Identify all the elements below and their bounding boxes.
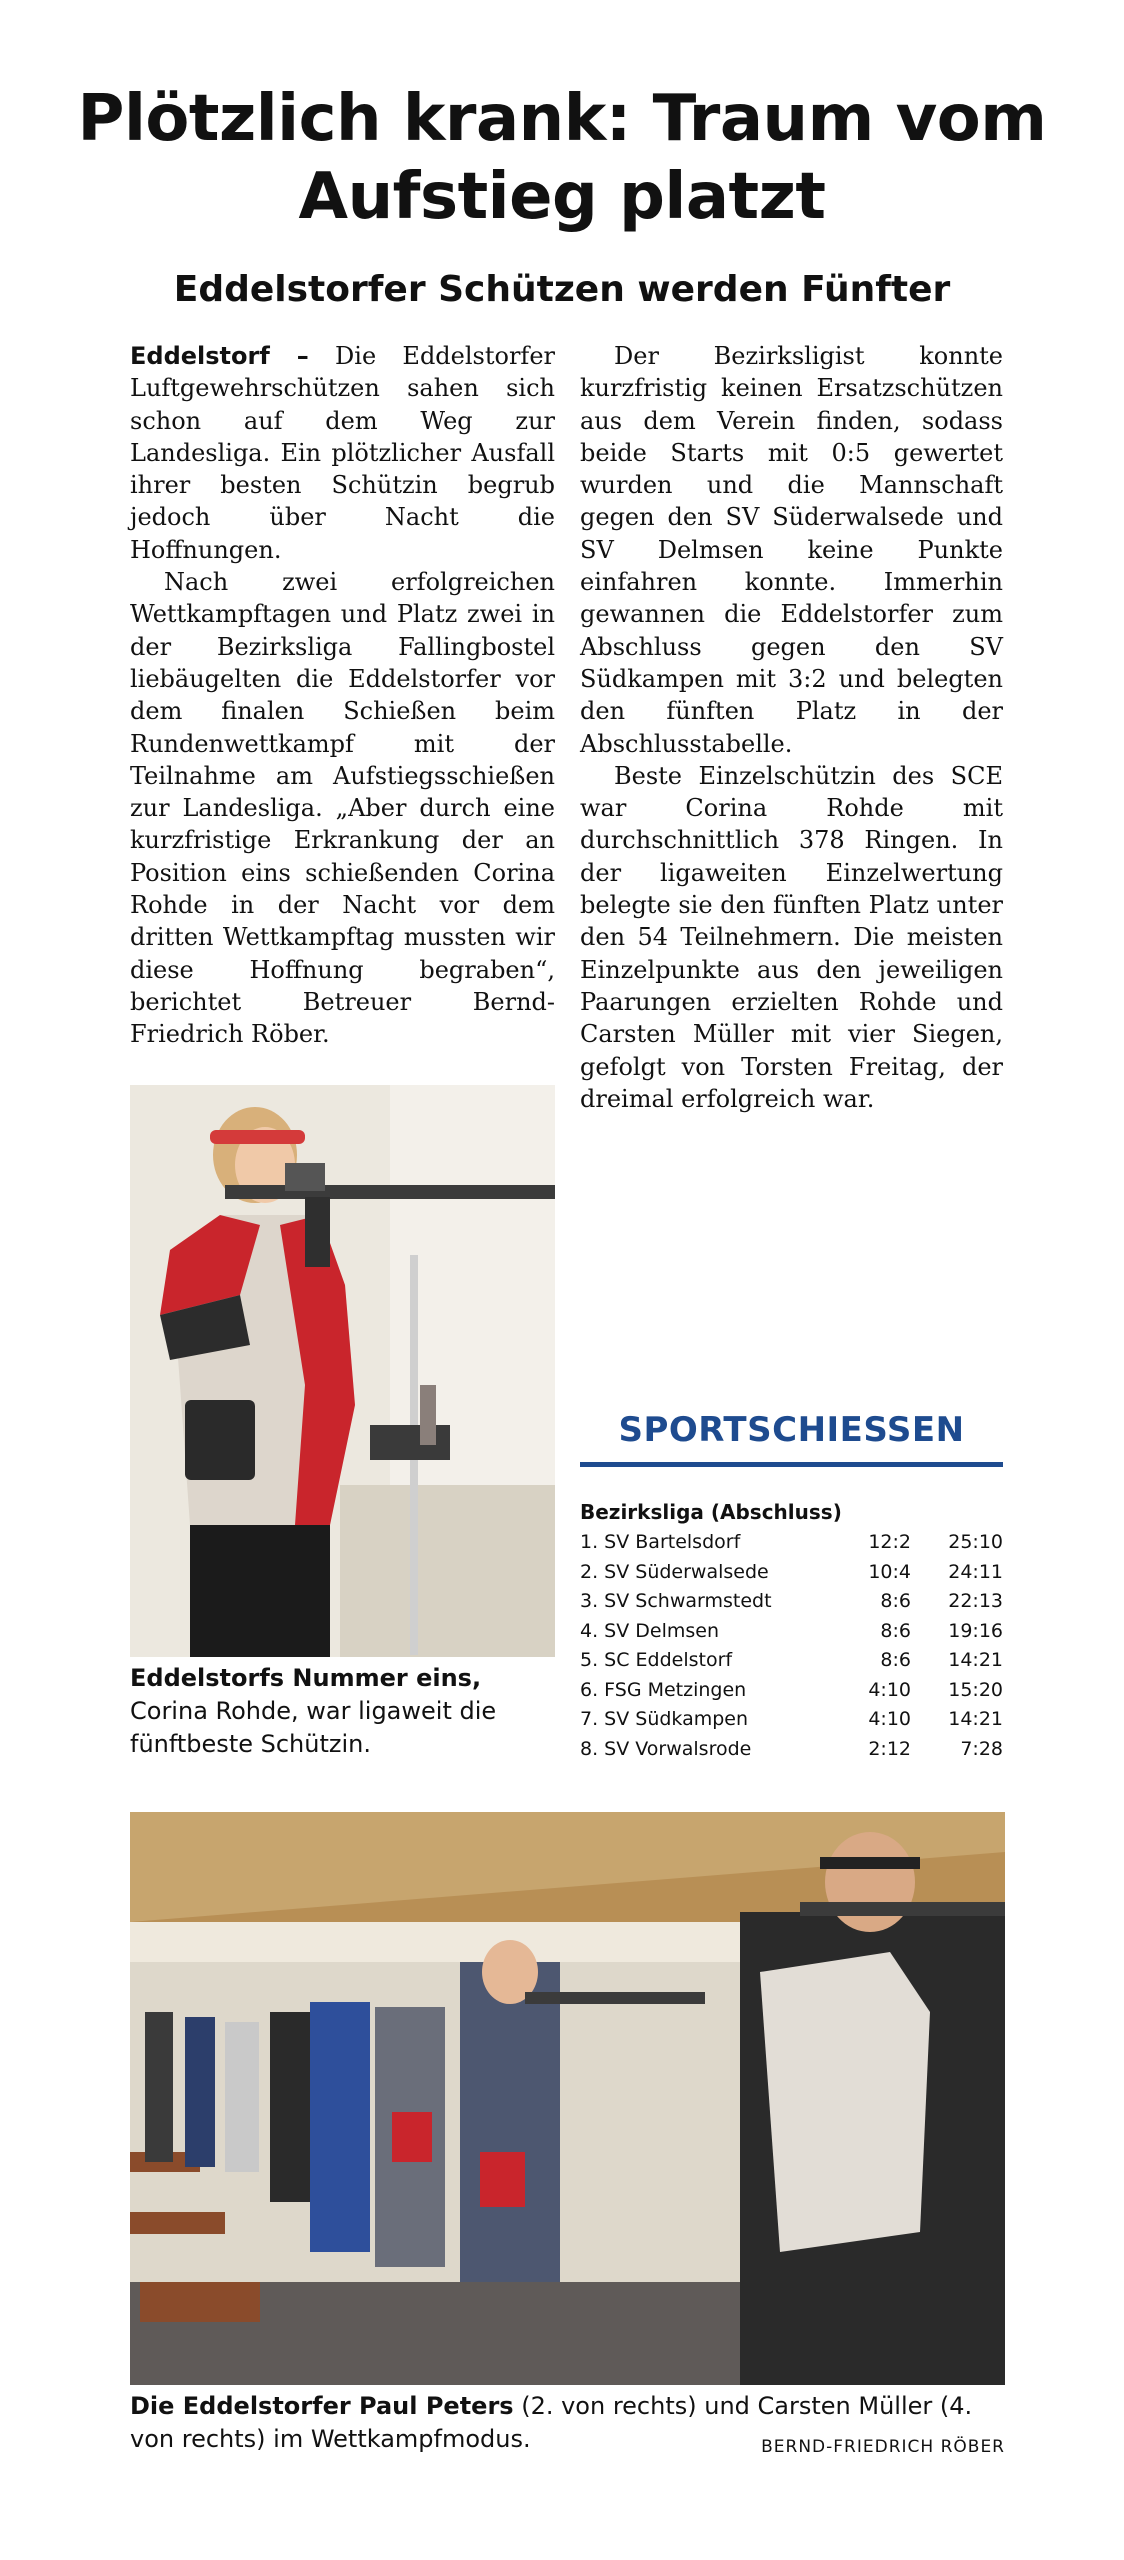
team-points: 8:6 (880, 1590, 911, 1612)
team-name: 7. SV Südkampen (580, 1708, 749, 1730)
paragraph-2: Nach zwei erfolgreichen Wettkampftagen und Platz zwei in der Bezirksliga Fallingbostel liebäugelten die Eddelstorfer vor dem finalen Schießen beim Rundenwettkampf mit der Teilnahme am Aufstiegsschießen zur Landesliga. „Aber durch eine kurzfristige Erkrankung der an Position eins schießenden Corina Rohde in der Nacht vor dem dritten Wettkampftag mussten wir diese Hoffnung begraben“, berichtet Betreuer Bernd-Friedrich Röber. (130, 568, 555, 1049)
table-row (580, 1617, 1003, 1647)
team-points: 8:6 (880, 1619, 911, 1642)
photo-corina-rohde (130, 1085, 555, 1657)
team-score: 24:11 (948, 1560, 1003, 1583)
team-points: 4:10 (868, 1708, 911, 1730)
team-name: 1. SV Bartelsdorf (580, 1531, 741, 1553)
paragraph-1-text: Die Eddelstorfer Luftgewehrschützen sahen sich schon auf dem Weg zur Landesliga. Ein plötzlicher Ausfall ihrer besten Schützin begrub jedoch über Nacht die Hoffnungen. (130, 342, 555, 564)
dateline: Eddelstorf – (130, 342, 309, 370)
headline: Plötzlich krank: Traum vom Aufstieg platzt (77, 82, 1047, 234)
table-row (580, 1646, 1003, 1676)
team-name: 8. SV Vorwalsrode (580, 1737, 752, 1760)
subheadline: Eddelstorfer Schützen werden Fünfter (173, 269, 951, 310)
team-score: 22:13 (948, 1590, 1003, 1612)
caption-photo-2 (130, 2390, 1005, 2464)
paragraph-4: Beste Einzelschützin des SCE war Corina Rohde mit durchschnittlich 378 Ringen. In der ligaweiten Einzelwertung belegte sie den fünften Platz unter den 54 Teilnehmern. Die meisten Einzelpunkte aus den jeweiligen Paarungen erzielten Rohde und Carsten Müller mit vier Siegen, gefolgt von Torsten Freitag, der dreimal erfolgreich war. (580, 761, 1003, 1113)
caption-2-lead: Die Eddelstorfer Paul Peters (130, 2392, 514, 2420)
kicker-rule (580, 1462, 1003, 1467)
team-name: 2. SV Süderwalsede (580, 1560, 769, 1583)
table-row (580, 1705, 1003, 1735)
team-points: 2:12 (868, 1737, 911, 1760)
team-score: 19:16 (948, 1619, 1003, 1642)
photo-shooting-range (130, 1812, 1005, 2385)
table-row (580, 1528, 1003, 1558)
photo-shooter-illustration (130, 1085, 555, 1657)
caption-1-text: Corina Rohde, war ligaweit die fünftbeste Schützin. (130, 1697, 497, 1758)
table-row (580, 1587, 1003, 1617)
section-kicker: SPORTSCHIESSEN (618, 1410, 965, 1450)
standings-title: Bezirksliga (Abschluss) (580, 1500, 842, 1524)
table-row (580, 1676, 1003, 1706)
team-points: 12:2 (868, 1531, 911, 1553)
caption-1-lead: Eddelstorfs Nummer eins, (130, 1664, 482, 1692)
standings-table (580, 1528, 1003, 1764)
article-column-left (130, 340, 555, 1051)
team-name: 4. SV Delmsen (580, 1619, 720, 1642)
photo-range-illustration (130, 1812, 1005, 2385)
team-points: 8:6 (880, 1649, 911, 1671)
team-name: 5. SC Eddelstorf (580, 1649, 733, 1671)
paragraph-1 (130, 340, 555, 566)
caption-2-text: (2. von rechts) und Carsten Müller (4. von rechts) im Wettkampfmodus. (130, 2392, 973, 2453)
article-column-right (580, 340, 1003, 1115)
table-row (580, 1735, 1003, 1765)
team-name: 6. FSG Metzingen (580, 1678, 747, 1701)
caption-photo-1 (130, 1662, 555, 1761)
photo-credit: BERND-FRIEDRICH RÖBER (761, 2437, 1005, 2457)
table-row (580, 1558, 1003, 1588)
team-points: 10:4 (868, 1560, 911, 1583)
team-score: 15:20 (948, 1678, 1003, 1701)
paragraph-3: Der Bezirksligist konnte kurzfristig keinen Ersatzschützen aus dem Verein finden, sodass beide Starts mit 0:5 gewertet wurden und die Mannschaft gegen den SV Süderwalsede und SV Delmsen keine Punkte einfahren konnte. Immerhin gewannen die Eddelstorfer zum Abschluss gegen den SV Südkampen mit 3:2 und belegten den fünften Platz in der Abschlusstabelle. (580, 342, 1003, 758)
team-points: 4:10 (868, 1678, 911, 1701)
team-score: 7:28 (960, 1737, 1003, 1760)
team-score: 25:10 (948, 1531, 1003, 1553)
team-name: 3. SV Schwarmstedt (580, 1590, 772, 1612)
team-score: 14:21 (948, 1649, 1003, 1671)
team-score: 14:21 (948, 1708, 1003, 1730)
